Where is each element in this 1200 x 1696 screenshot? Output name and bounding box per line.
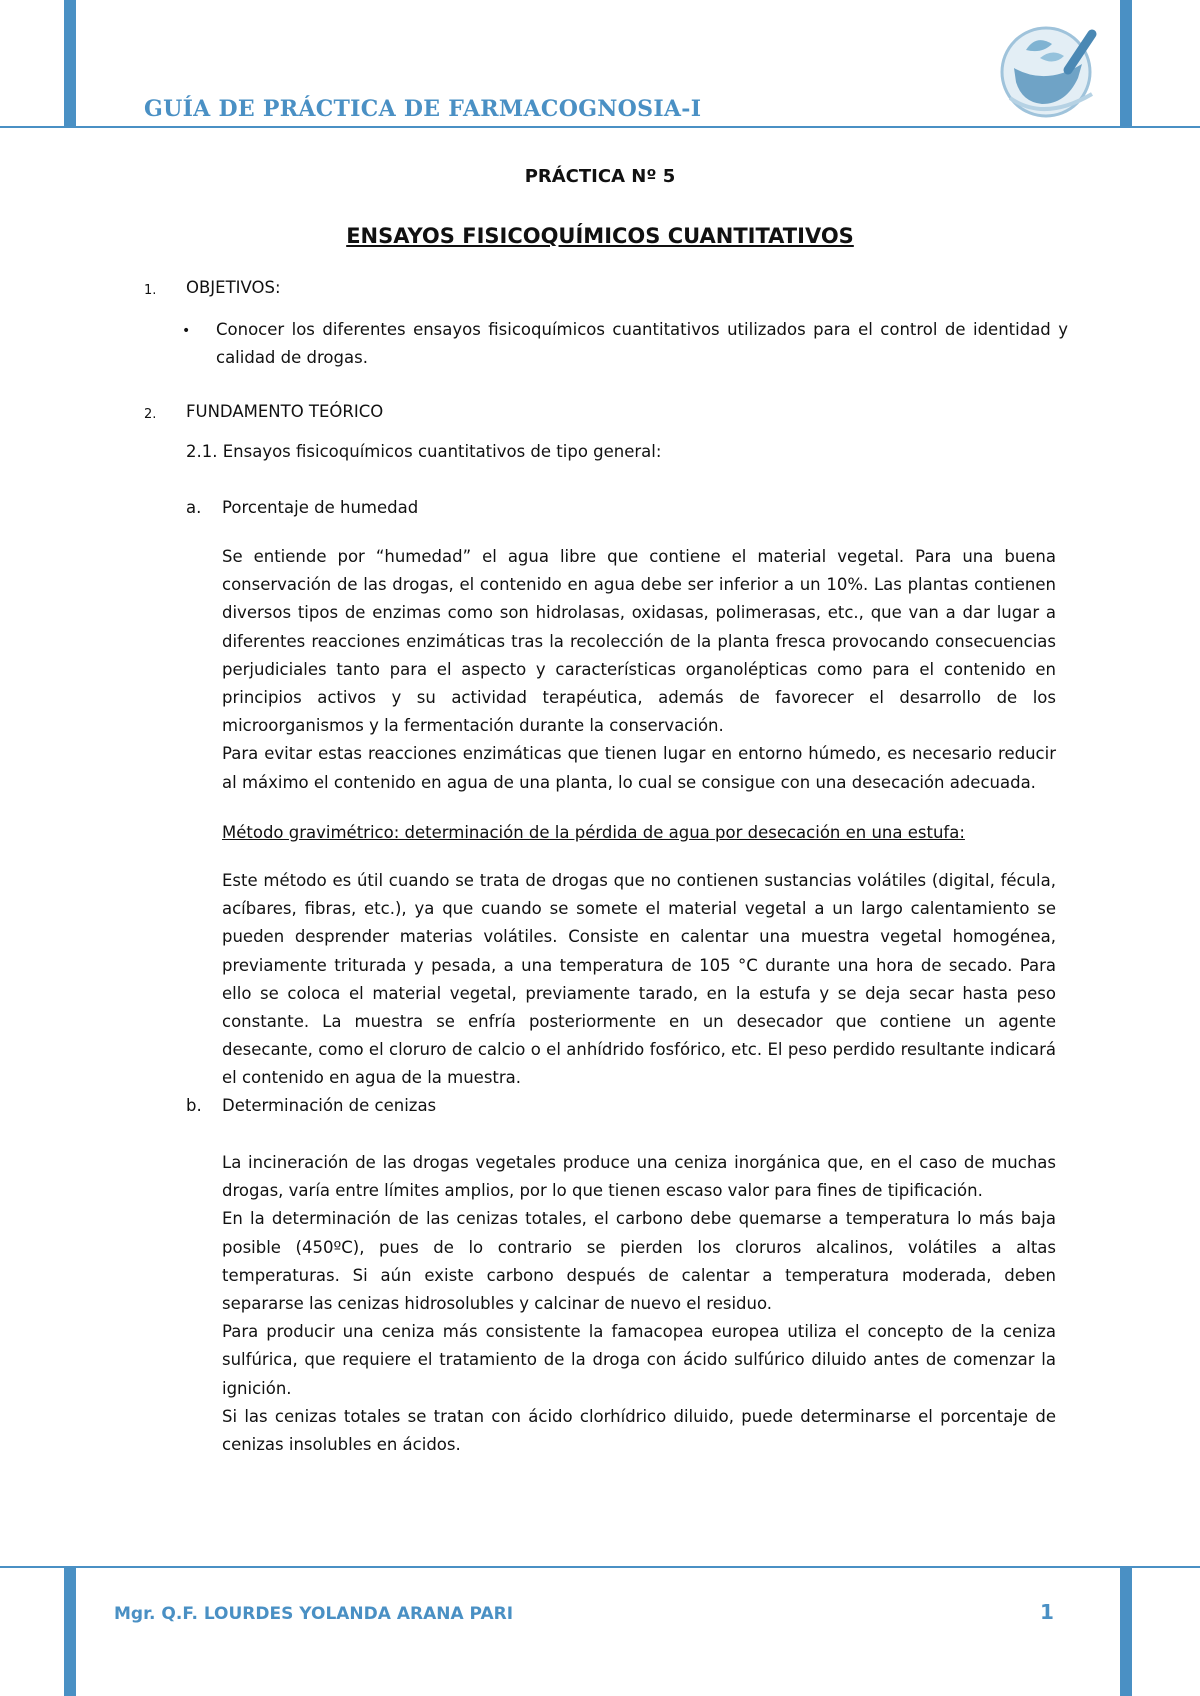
header-rule bbox=[0, 126, 1200, 128]
item-a-title: Porcentaje de humedad bbox=[222, 498, 419, 517]
section-1-title: OBJETIVOS: bbox=[186, 278, 281, 297]
footer-right-bar bbox=[1120, 1568, 1132, 1696]
header-title: GUÍA DE PRÁCTICA DE FARMACOGNOSIA-I bbox=[144, 96, 702, 122]
gravimetric-method-heading: Método gravimétrico: determinación de la pérdida de agua por desecación en una estufa: bbox=[222, 823, 965, 842]
footer-author: Mgr. Q.F. LOURDES YOLANDA ARANA PARI bbox=[114, 1604, 514, 1624]
section-2-title: FUNDAMENTO TEÓRICO bbox=[186, 402, 384, 421]
footer-rule bbox=[0, 1566, 1200, 1568]
practice-title: ENSAYOS FISICOQUÍMICOS CUANTITATIVOS bbox=[346, 224, 854, 248]
subsection-2-1-title: 2.1. Ensayos fisicoquímicos cuantitativos de tipo general: bbox=[186, 442, 662, 461]
objective-item: Conocer los diferentes ensayos fisicoquímicos cuantitativos utilizados para el control de identidad y calidad de drogas. bbox=[216, 320, 1068, 368]
ash-paragraph: La incineración de las drogas vegetales produce una ceniza inorgánica que, en el caso de muchas drogas, varía entre límites amplios, por lo que tienen escaso valor para fines de tipificación. En la determinación de las cenizas totales, el carbono debe quemarse a temperatura lo más baja posible (450ºC), pues de lo contrario se pierden los cloruros alcalinos, volátiles a altas temperaturas. Si aún existe carbono después de calentar a temperatura moderada, deben separarse las cenizas hidrosolubles y calcinar de nuevo el residuo. Para producir una ceniza más consistente la famacopea europea utiliza el concepto de la ceniza sulfúrica, que requiere el tratamiento de la droga con ácido sulfúrico diluido antes de comenzar la ignición. Si las cenizas totales se tratan con ácido clorhídrico diluido, puede determinarse el porcentaje de cenizas insolubles en ácidos. bbox=[222, 1153, 1056, 1455]
item-a-label: a. bbox=[186, 498, 202, 517]
mortar-pestle-logo-icon bbox=[996, 20, 1104, 120]
item-b-title: Determinación de cenizas bbox=[222, 1096, 437, 1115]
practice-number: PRÁCTICA Nº 5 bbox=[524, 166, 676, 187]
footer-left-bar bbox=[64, 1568, 76, 1696]
humidity-paragraph: Se entiende por “humedad” el agua libre que contiene el material vegetal. Para una buena conservación de las drogas, el contenido en agua debe ser inferior a un 10%. Las plantas contienen diversos tipos de enzimas como son hidrolasas, oxidasas, polimerasas, etc., que van a dar lugar a diferentes reacciones enzimáticas tras la recolección de la planta fresca provocando consecuencias perjudiciales tanto para el aspecto y características organolépticas como para el contenido en principios activos y su actividad terapéutica, además de favorecer el desarrollo de los microorganismos y la fermentación durante la conservación. Para evitar estas reacciones enzimáticas que tienen lugar en entorno húmedo, es necesario reducir al máximo el contenido en agua de una planta, lo cual se consigue con una desecación adecuada. bbox=[222, 547, 1056, 792]
item-b-label: b. bbox=[186, 1096, 202, 1115]
section-2-number: 2. bbox=[144, 407, 157, 422]
header-right-bar bbox=[1120, 0, 1132, 126]
section-1-number: 1. bbox=[144, 283, 157, 298]
page-number: 1 bbox=[1040, 1600, 1054, 1624]
header-left-bar bbox=[64, 0, 76, 126]
bullet-icon: • bbox=[182, 323, 191, 339]
gravimetric-method-paragraph: Este método es útil cuando se trata de drogas que no contienen sustancias volátiles (digital, fécula, acíbares, fibras, etc.), ya que cuando se somete el material vegetal a un largo calentamiento se pueden desprender materias volátiles. Consiste en calentar una muestra vegetal homogénea, previamente triturada y pesada, a una temperatura de 105 °C durante una hora de secado. Para ello se coloca el material vegetal, previamente tarado, en la estufa y se deja secar hasta peso constante. La muestra se enfría posteriormente en un desecador que contiene un agente desecante, como el cloruro de calcio o el anhídrido fosfórico, etc. El peso perdido resultante indicará el contenido en agua de la muestra. bbox=[222, 871, 1056, 1088]
